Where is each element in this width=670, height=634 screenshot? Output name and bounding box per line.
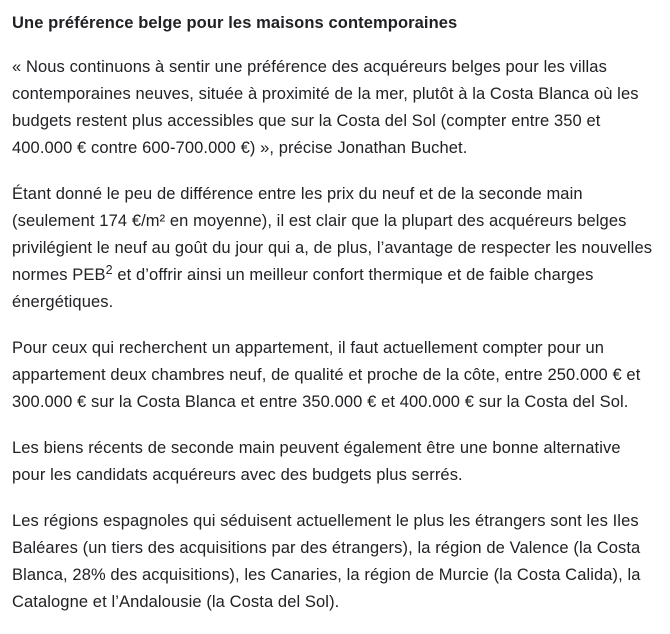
paragraph-price-difference xyxy=(12,181,658,316)
paragraph-apartments xyxy=(12,335,658,416)
paragraph-text: et d’offrir ainsi un meilleur confort thermique et de faible charges énergétiques. xyxy=(12,266,594,311)
paragraph-second-hand xyxy=(12,435,658,489)
paragraph-spanish-regions xyxy=(12,508,658,616)
paragraph-text: Les biens récents de seconde main peuvent également être une bonne alternative pour les candidats acquéreurs avec des budgets plus serrés. xyxy=(12,439,621,484)
paragraph-text: Les régions espagnoles qui séduisent actuellement le plus les étrangers sont les Iles Baléares (un tiers des acquisitions par des étrangers), la région de Valence (la Costa Blanca, 28% des acquisitions), les Canaries, la région de Murcie (la Costa Calida), la Catalogne et l’Andalousie (la Costa del Sol). xyxy=(12,512,641,611)
article-heading: Une préférence belge pour les maisons contemporaines xyxy=(12,14,458,32)
paragraph-text: Étant donné le peu de différence entre les prix du neuf et de la seconde main (seulement 174 €/m² en moyenne), il est clair que la plupart des acquéreurs belges privilégient le neuf au goût du jour qui a, de plus, l’avantage de respecter les nouvelles normes PEB xyxy=(12,185,653,284)
paragraph-text: « Nous continuons à sentir une préférence des acquéreurs belges pour les villas contemporaines neuves, située à proximité de la mer, plutôt à la Costa Blanca où les budgets restent plus accessibles que sur la Costa del Sol (compter entre 350 et 400.000 € contre 600-700.000 €) », précise Jonathan Buchet. xyxy=(12,58,639,157)
paragraph-quote xyxy=(12,54,658,162)
footnote-reference: 2 xyxy=(105,263,113,278)
paragraph-text: Pour ceux qui recherchent un appartement, il faut actuellement compter pour un appartement deux chambres neuf, de qualité et proche de la côte, entre 250.000 € et 300.000 € sur la Costa Blanca et entre 350.000 € et 400.000 € sur la Costa del Sol. xyxy=(12,339,641,411)
